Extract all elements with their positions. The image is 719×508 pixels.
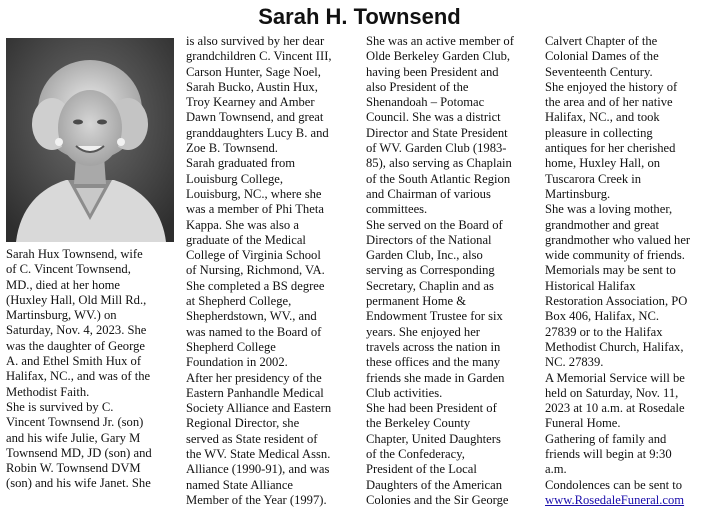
- portrait-photo: [6, 38, 174, 242]
- obituary-column-4-text: Calvert Chapter of the Colonial Dames of the Seventeenth Century. She enjoyed the history of the area and of her native Halifax, NC., and took pleasure in collecting antiques for her cherished home, Huxley Hall, on Tuscarora Creek in Martinsburg. She was a loving mother, grandmother and great grandmother who valued her wide community of friends. Memorials may be sent to Historical Halifax Restoration Association, PO Box 406, Halifax, NC. 27839 or to the Halifax Methodist Church, Halifax, NC. 27839. A Memorial Service will be held on Saturday, Nov. 11, 2023 at 10 a.m. at Rosedale Funeral Home. Gathering of family and friends will begin at 9:30 a.m. Condolences can be sent to: [545, 34, 691, 492]
- rosedale-funeral-link[interactable]: www.RosedaleFuneral.com: [545, 492, 685, 507]
- obituary-column-2: is also survived by her dear grandchildren C. Vincent III, Carson Hunter, Sage Noel, Sarah Bucko, Austin Hux, Troy Kearney and Amber Dawn Townsend, and great granddaughters Lucy B. and Zoe B. Townsend. Sarah graduated from Louisburg College, Louisburg, NC., where she was a member of Phi Theta Kappa. She was also a graduate of the Medical College of Virginia School of Nursing, Richmond, VA. She completed a BS degree at Shepherd College, Shepherdstown, WV., and was named to the Board of Shepherd College Foundation in 2002. After her presidency of the Eastern Panhandle Medical Society Alliance and Eastern Regional Director, she served as State resident of the WV. State Medical Assn. Alliance (1990-91), and was named State Alliance Member of the Year (1997).: [186, 34, 332, 507]
- portrait-photo-icon: [6, 38, 174, 242]
- obituary-column-1: Sarah Hux Townsend, wife of C. Vincent Townsend, MD., died at her home (Huxley Hall, Old Mill Rd., Martinsburg, WV.) on Saturday, Nov. 4, 2023. She was the daughter of George A. and Ethel Smith Hux of Halifax, NC., and was of the Methodist Faith. She is survived by C. Vincent Townsend Jr. (son) and his wife Julie, Gary M Townsend MD, JD (son) and Robin W. Townsend DVM (son) and his wife Janet. She: [6, 247, 152, 491]
- obituary-column-3: She was an active member of Olde Berkeley Garden Club, having been President and also President of the Shenandoah – Potomac Council. She was a district Director and State President of WV. Garden Club (1983- 85), also serving as Chaplain of the South Atlantic Region and Chairman of various committees. She served on the Board of Directors of the National Garden Club, Inc., also serving as Corresponding Secretary, Chaplin and as permanent Home & Endowment Trustee for six years. She enjoyed her travels across the nation in these offices and the many friends she made in Garden Club activities. She had been President of the Berkeley County Chapter, United Daughters of the Confederacy, President of the Local Daughters of the American Colonies and the Sir George: [366, 34, 514, 507]
- obituary-column-4: [545, 34, 717, 508]
- obituary-title: Sarah H. Townsend: [258, 4, 461, 29]
